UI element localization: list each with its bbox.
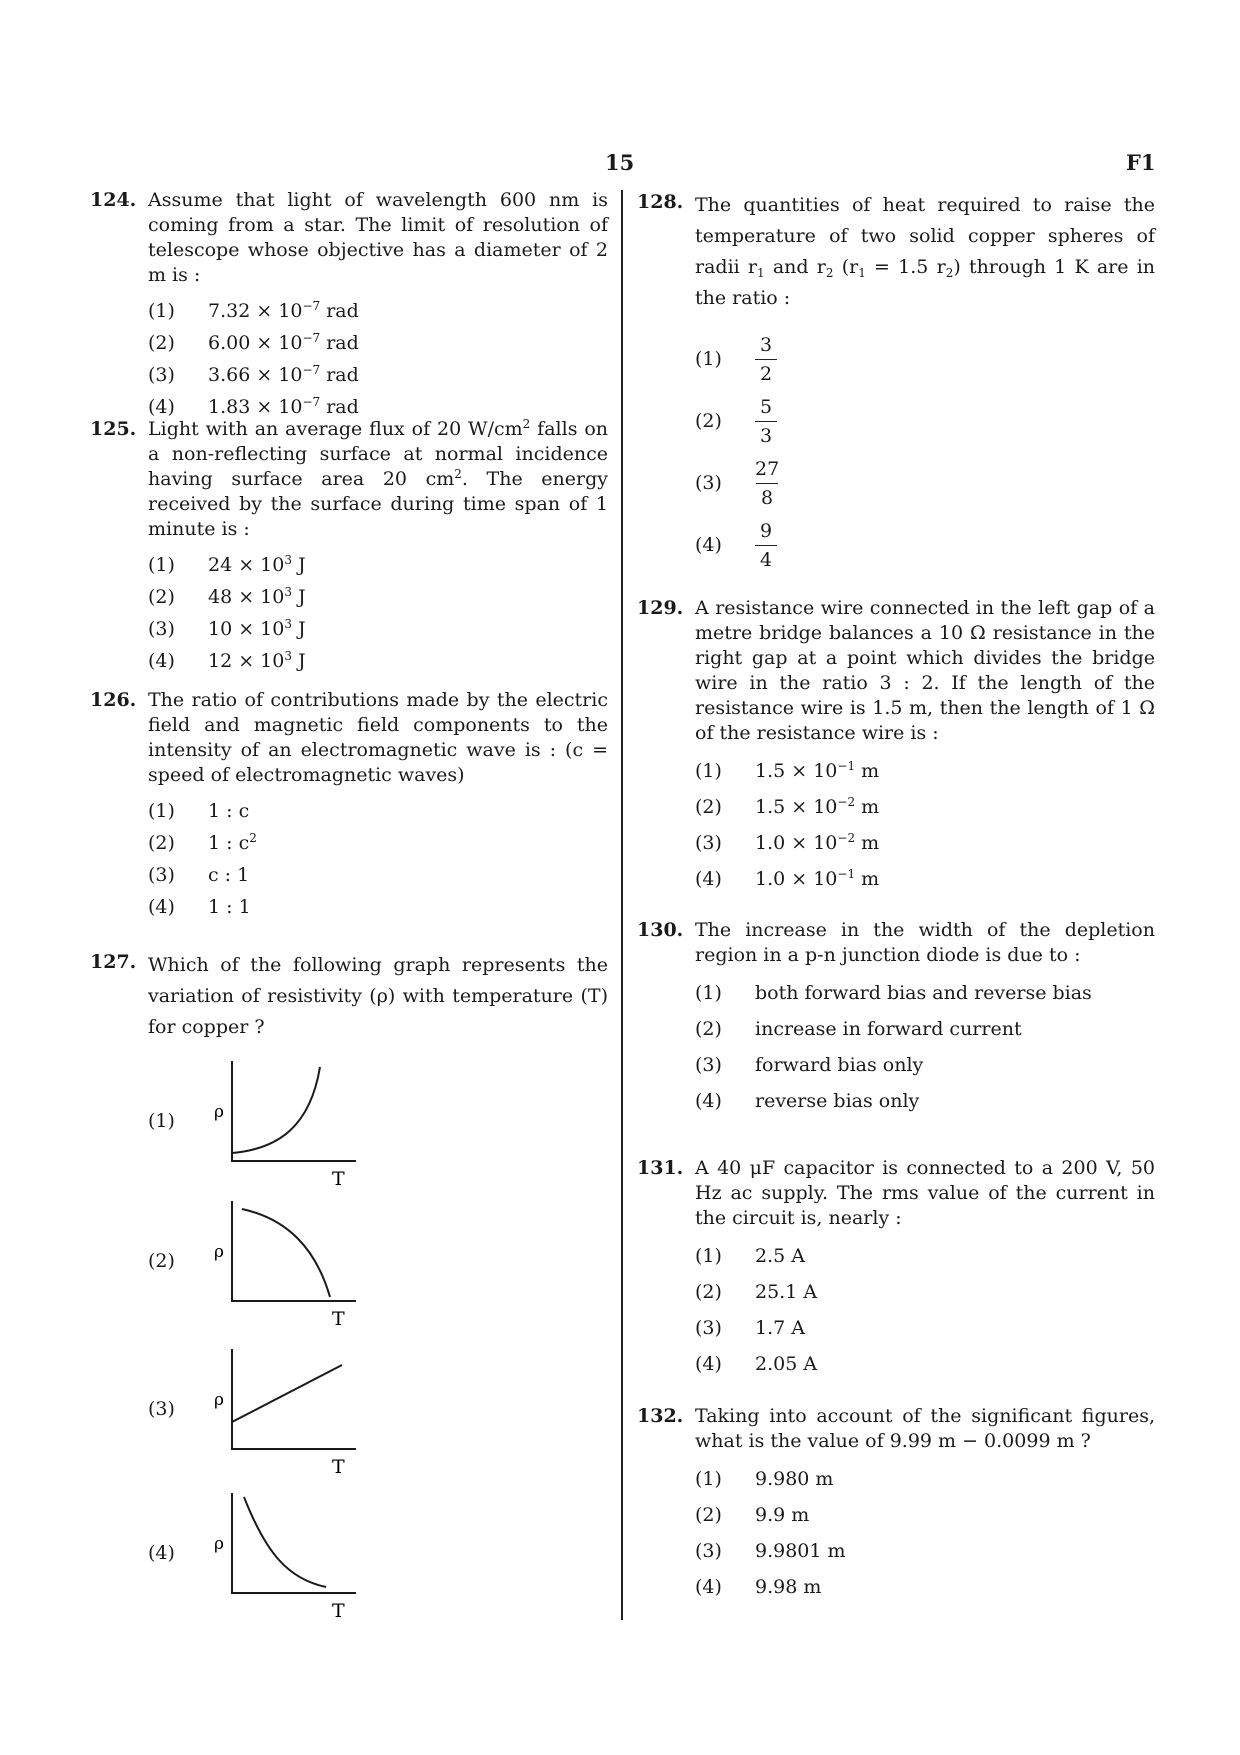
option-value: $1.5 \times 10^{-1}$ m — [755, 758, 880, 782]
option-4[interactable] — [695, 514, 1155, 576]
options — [695, 753, 1155, 897]
curve — [244, 1497, 326, 1587]
fraction: $\frac{3}{2}$ — [755, 333, 777, 386]
option-label: (4) — [148, 395, 175, 418]
question-text: Taking into account of the significant figures, what is the value of 9.99 m − 0.0099 m ? — [695, 1405, 1155, 1452]
option-label: (2) — [148, 585, 175, 608]
options — [695, 1461, 1155, 1605]
option-value: $10 \times 10^3$ J — [208, 616, 306, 640]
option-4[interactable] — [695, 1569, 1155, 1605]
question-text: A resistance wire connected in the left gap of a metre bridge balances a 10 Ω resistance in the right gap at a point which divides the bridge wire in the ratio 3 : 2. If the length of the resistance wire is 1.5 m, then the length of 1 Ω of the resistance wire is : — [695, 597, 1155, 744]
option-label: (4) — [148, 1542, 175, 1564]
option-2[interactable] — [695, 390, 1155, 452]
option-label: (1) — [695, 981, 722, 1004]
x-axis-label: T — [332, 1308, 345, 1330]
option-label: (4) — [148, 895, 175, 918]
question-text: The increase in the width of the depletion region in a p-n junction diode is due to : — [695, 919, 1155, 966]
option-value: reverse bias only — [755, 1089, 920, 1112]
option-value: increase in forward current — [755, 1017, 1022, 1040]
option-label: (4) — [695, 867, 722, 890]
question-number: 126. — [90, 689, 137, 711]
options — [148, 549, 608, 677]
option-3[interactable] — [148, 613, 608, 645]
paper-code: F1 — [1126, 150, 1156, 175]
option-3[interactable] — [148, 1345, 608, 1485]
fraction: $\frac{5}{3}$ — [755, 395, 777, 448]
curve — [242, 1209, 330, 1297]
option-value: $7.32 \times 10^{-7}$ rad — [208, 298, 359, 322]
option-value: 9.980 m — [755, 1467, 834, 1490]
option-value: $1.5 \times 10^{-2}$ m — [755, 794, 880, 818]
option-1[interactable] — [695, 328, 1155, 390]
option-1[interactable] — [148, 549, 608, 581]
option-1[interactable] — [695, 975, 1155, 1011]
curve — [232, 1067, 320, 1153]
question-number: 127. — [90, 951, 137, 973]
option-label: (3) — [148, 863, 175, 886]
option-2[interactable] — [695, 789, 1155, 825]
options — [695, 1238, 1155, 1382]
option-label: (2) — [148, 831, 175, 854]
option-value: 2.5 A — [755, 1244, 805, 1267]
option-label: (2) — [695, 795, 722, 818]
option-3[interactable] — [148, 859, 608, 891]
option-label: (3) — [695, 1053, 722, 1076]
option-3[interactable] — [695, 825, 1155, 861]
option-label: (3) — [148, 363, 175, 386]
option-4[interactable] — [695, 861, 1155, 897]
question-text: Light with an average flux of 20 $W/cm^2$ falls on a non-reflecting surface at normal incidence having surface area 20 $cm^2$. The energy received by the surface during time span of 1 minute is : — [148, 417, 608, 540]
option-3[interactable] — [695, 1310, 1155, 1346]
x-axis-label: T — [332, 1600, 345, 1622]
option-value: $24 \times 10^3$ J — [208, 552, 306, 576]
question-number: 129. — [637, 597, 684, 619]
question-131 — [637, 1156, 1155, 1382]
option-2[interactable] — [148, 1197, 608, 1337]
question-number: 124. — [90, 189, 137, 211]
y-axis-label: ρ — [214, 1390, 224, 1410]
options — [148, 295, 608, 423]
x-axis-label: T — [332, 1456, 345, 1478]
option-2[interactable] — [148, 327, 608, 359]
option-4[interactable] — [148, 645, 608, 677]
option-1[interactable] — [695, 753, 1155, 789]
option-label: (1) — [148, 299, 175, 322]
option-1[interactable] — [148, 295, 608, 327]
option-label: (1) — [695, 347, 722, 370]
option-2[interactable] — [148, 581, 608, 613]
option-label: (2) — [148, 331, 175, 354]
question-125 — [90, 417, 608, 677]
option-label: (4) — [695, 533, 722, 556]
x-axis-label: T — [332, 1168, 345, 1190]
question-text: The quantities of heat required to raise the temperature of two solid copper spheres of radii $r_1$ and $r_2$ ($r_1 = 1.5$ $r_2$) through 1 K are in the ratio : — [695, 194, 1156, 309]
fraction: $\frac{9}{4}$ — [755, 519, 777, 572]
option-label: (1) — [695, 1244, 722, 1267]
options — [695, 975, 1155, 1119]
graph-decreasing-concave — [208, 1197, 398, 1337]
question-128 — [637, 190, 1155, 576]
option-4[interactable] — [148, 891, 608, 923]
option-value: $1.0 \times 10^{-2}$ m — [755, 830, 880, 854]
option-4[interactable] — [695, 1346, 1155, 1382]
question-127 — [90, 950, 608, 1629]
option-value: $6.00 \times 10^{-7}$ rad — [208, 330, 359, 354]
option-value: $1.83 \times 10^{-7}$ rad — [208, 394, 359, 418]
option-value: $1.0 \times 10^{-1}$ m — [755, 866, 880, 890]
question-number: 130. — [637, 919, 684, 941]
option-value: 9.98 m — [755, 1575, 822, 1598]
y-axis-label: ρ — [214, 1102, 224, 1122]
y-axis-label: ρ — [214, 1242, 224, 1262]
page-number: 15 — [605, 150, 635, 175]
y-axis-label: ρ — [214, 1534, 224, 1554]
option-value: $48 \times 10^3$ J — [208, 584, 306, 608]
question-number: 128. — [637, 191, 684, 213]
option-label: (2) — [695, 409, 722, 432]
option-label: (1) — [148, 1110, 175, 1132]
question-126 — [90, 688, 608, 923]
option-label: (2) — [148, 1250, 175, 1272]
option-4[interactable] — [148, 1489, 608, 1629]
question-number: 132. — [637, 1405, 684, 1427]
option-value: 25.1 A — [755, 1280, 818, 1303]
option-label: (3) — [148, 617, 175, 640]
option-value: 9.9 m — [755, 1503, 810, 1526]
option-value: both forward bias and reverse bias — [755, 981, 1092, 1004]
option-3[interactable] — [148, 359, 608, 391]
question-number: 125. — [90, 418, 137, 440]
question-129 — [637, 596, 1155, 897]
curve — [232, 1365, 342, 1422]
option-value: $12 \times 10^3$ J — [208, 648, 306, 672]
graph-decreasing-convex — [208, 1489, 398, 1629]
graph-increasing-linear — [208, 1345, 398, 1485]
options — [695, 328, 1155, 576]
option-label: (2) — [695, 1503, 722, 1526]
option-value: $3.66 \times 10^{-7}$ rad — [208, 362, 359, 386]
question-124 — [90, 188, 608, 423]
graph-increasing-convex — [208, 1057, 398, 1197]
question-number: 131. — [637, 1157, 684, 1179]
option-value: 9.9801 m — [755, 1539, 846, 1562]
option-value: c : 1 — [208, 863, 250, 886]
option-label: (1) — [148, 799, 175, 822]
option-label: (4) — [148, 649, 175, 672]
option-value: forward bias only — [755, 1053, 924, 1076]
option-1[interactable] — [695, 1238, 1155, 1274]
option-value: 1 : 1 — [208, 895, 251, 918]
column-divider — [621, 190, 623, 1620]
option-value: 1 : c — [208, 799, 250, 822]
option-1[interactable] — [148, 1057, 608, 1197]
option-2[interactable] — [148, 827, 608, 859]
option-2[interactable] — [695, 1011, 1155, 1047]
fraction: $\frac{27}{8}$ — [755, 457, 780, 509]
option-label: (3) — [695, 471, 722, 494]
option-1[interactable] — [148, 795, 608, 827]
option-label: (1) — [695, 1467, 722, 1490]
question-text: Assume that light of wavelength 600 nm is coming from a star. The limit of resolution of telescope whose objective has a diameter of 2 m is : — [148, 189, 608, 286]
option-1[interactable] — [695, 1461, 1155, 1497]
option-label: (2) — [695, 1017, 722, 1040]
option-label: (3) — [148, 1398, 175, 1420]
option-4[interactable] — [695, 1083, 1155, 1119]
question-130 — [637, 918, 1155, 1119]
option-value: 1.7 A — [755, 1316, 805, 1339]
option-2[interactable] — [695, 1274, 1155, 1310]
option-3[interactable] — [695, 1533, 1155, 1569]
option-label: (4) — [695, 1089, 722, 1112]
question-text: A 40 μF capacitor is connected to a 200 V, 50 Hz ac supply. The rms value of the current in the circuit is, nearly : — [695, 1157, 1155, 1229]
graph-options — [148, 1057, 608, 1629]
question-text: The ratio of contributions made by the electric field and magnetic field components to the intensity of an electromagnetic wave is : (c = speed of electromagnetic waves) — [148, 689, 608, 786]
option-value: 2.05 A — [755, 1352, 818, 1375]
option-label: (4) — [695, 1352, 722, 1375]
option-label: (3) — [695, 1539, 722, 1562]
options — [148, 795, 608, 923]
option-label: (4) — [695, 1575, 722, 1598]
option-label: (1) — [148, 553, 175, 576]
question-text: Which of the following graph represents the variation of resistivity (ρ) with temperature (T) for copper ? — [148, 954, 608, 1038]
option-3[interactable] — [695, 452, 1155, 514]
question-132 — [637, 1404, 1155, 1605]
option-label: (3) — [695, 1316, 722, 1339]
option-label: (1) — [695, 759, 722, 782]
option-3[interactable] — [695, 1047, 1155, 1083]
option-2[interactable] — [695, 1497, 1155, 1533]
option-label: (2) — [695, 1280, 722, 1303]
option-value: 1 : $c^2$ — [208, 830, 257, 854]
option-label: (3) — [695, 831, 722, 854]
